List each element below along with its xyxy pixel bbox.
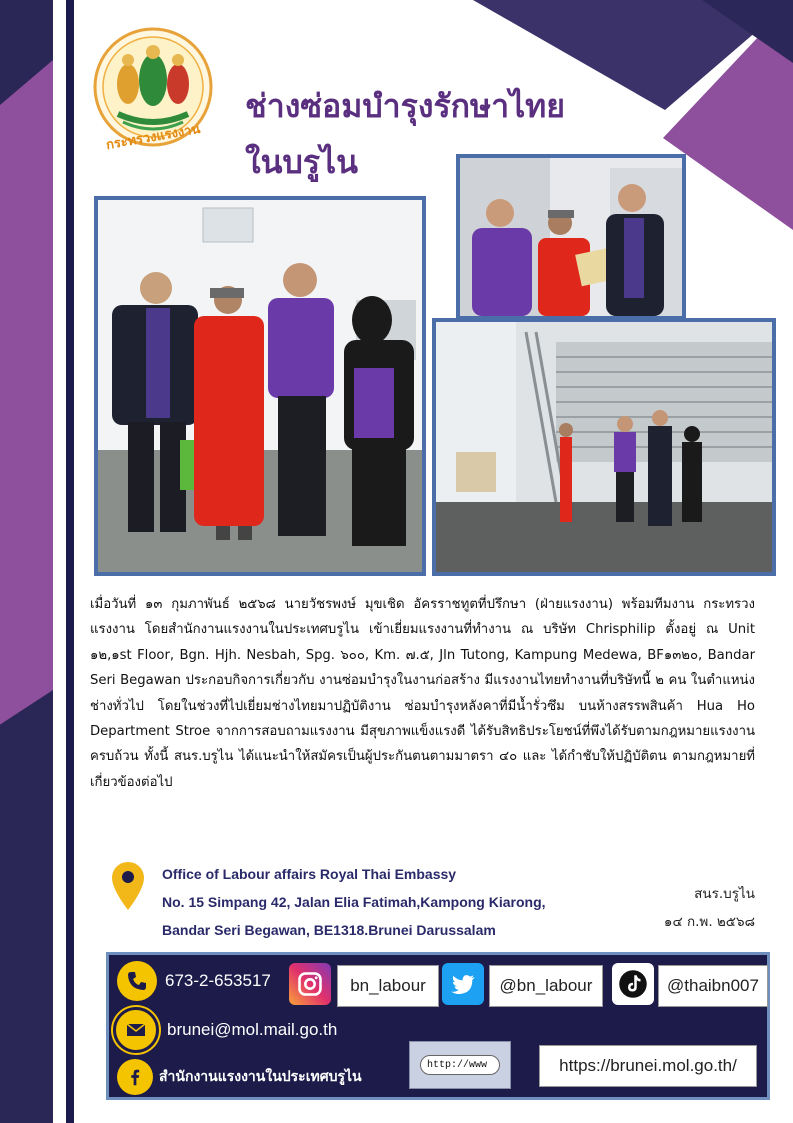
- signature-org: สนร.บรูไน: [694, 886, 755, 902]
- signature-block: [664, 880, 755, 936]
- inner-border-line: [66, 0, 74, 1123]
- email-contact[interactable]: [113, 1007, 337, 1053]
- photo-discussion: [456, 154, 686, 320]
- ministry-logo: [88, 22, 218, 172]
- left-decor-bottom: [0, 690, 53, 1123]
- twitter-handle[interactable]: @bn_labour: [489, 965, 603, 1007]
- photo-group: [94, 196, 426, 576]
- address-line-2: No. 15 Simpang 42, Jalan Elia Fatimah,Kampong Kiarong,: [162, 894, 546, 910]
- phone-number: 673-2-653517: [165, 971, 271, 990]
- facebook-contact[interactable]: [117, 1059, 362, 1095]
- contact-panel: [106, 952, 770, 1100]
- facebook-icon: [117, 1059, 153, 1095]
- office-address: [162, 860, 602, 944]
- website-link[interactable]: https://brunei.mol.go.th/: [539, 1045, 757, 1087]
- title-line-2: ในบรูไน: [245, 143, 358, 181]
- web-badge-text: http://www: [427, 1059, 488, 1071]
- address-line-3: Bandar Seri Begawan, BE1318.Brunei Darussalam: [162, 922, 496, 938]
- instagram-icon[interactable]: [289, 963, 331, 1005]
- logo-text: กระทรวงแรงงาน: [104, 121, 202, 154]
- title-line-1: ช่างซ่อมบำรุงรักษาไทย: [245, 87, 565, 125]
- instagram-handle[interactable]: bn_labour: [337, 965, 439, 1007]
- facebook-page: สำนักงานแรงงานในประเทศบรูไน: [159, 1069, 362, 1085]
- email-icon: [113, 1007, 159, 1053]
- tiktok-icon[interactable]: [612, 963, 654, 1005]
- email-address: brunei@mol.mail.go.th: [167, 1020, 338, 1039]
- twitter-icon[interactable]: [442, 963, 484, 1005]
- tiktok-handle[interactable]: @thaibn007: [658, 965, 768, 1007]
- address-line-1: Office of Labour affairs Royal Thai Embassy: [162, 866, 457, 882]
- phone-icon: [117, 961, 157, 1001]
- phone-contact[interactable]: [117, 961, 271, 1001]
- web-icon: [409, 1041, 511, 1089]
- signature-date: ๑๔ ก.พ. ๒๕๖๘: [663, 914, 755, 930]
- location-pin-icon: [112, 862, 144, 910]
- photo-rooftop: [432, 318, 776, 576]
- article-body: เมื่อวันที่ ๑๓ กุมภาพันธ์ ๒๕๖๘ นายวัชรพงษ์ มุขเชิด อัครราชทูตที่ปรึกษา (ฝ่ายแรงงาน) พร้อมทีมงาน กระทรวงแรงงาน โดยสำนักงานแรงงานในประเทศบรูไน เข้าเยี่ยมแรงงานที่ทำงาน ณ บริษัท Chrisphilip ตั้งอยู่ ณ Unit ๑๒,๑st Floor, Bgn. Hjh. Nesbah, Spg. ๖๐๐, Km. ๗.๕, Jln Tutong, Kampung Medewa, BF๑๓๒๐, Bandar Seri Begawan ประกอบกิจการเกี่ยวกับ งานซ่อมบำรุงในงานก่อสร้าง มีแรงงานไทยทำงานที่บริษัทนี้ ๒ คน ในตำแหน่ง ช่างทั่วไป โดยในช่วงที่ไปเยี่ยมช่างไทยมาปฏิบัติงาน ซ่อมบำรุงหลังคาที่มีน้ำรั่วซึม บนห้างสรรพสินค้า Hua Ho Department Stroe จากการสอบถามแรงงาน มีสุขภาพแข็งแรงดี ได้รับสิทธิประโยชน์ที่พึงได้รับตามกฎหมายแรงงาน ครบถ้วน ทั้งนี้ สนร.บรูไน ได้แนะนำให้สมัครเป็นผู้ประกันตนตามมาตรา ๔๐ และ ได้กำชับให้ปฏิบัติตน ตามกฎหมายที่เกี่ยวข้องต่อไป: [90, 597, 755, 790]
